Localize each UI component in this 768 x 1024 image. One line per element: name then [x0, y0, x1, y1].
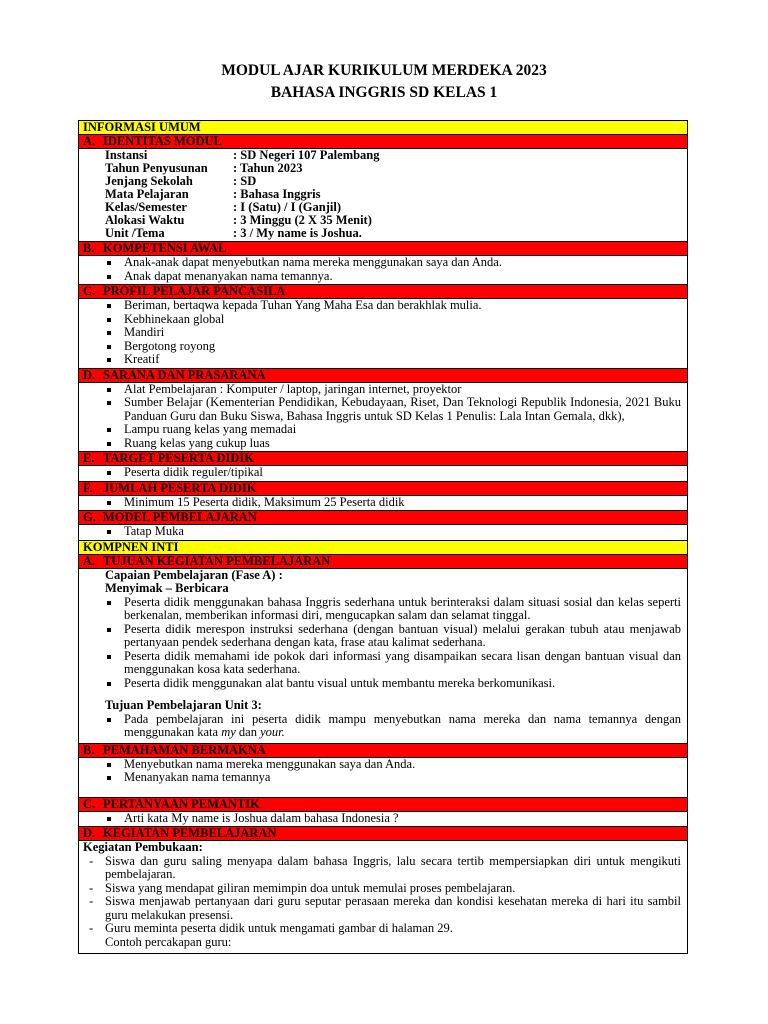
- section-letter: D.: [83, 827, 96, 840]
- list-item: Ruang kelas yang cukup luas: [105, 437, 681, 451]
- list-item: - Siswa dan guru saling menyapa dalam bahasa Inggris, lalu secara tertib mempersiapkan diri untuk mengikuti pembelajaran.: [83, 855, 681, 882]
- document-title: MODUL AJAR KURIKULUM MERDEKA 2023: [221, 62, 547, 79]
- list-item: Alat Pembelajaran : Komputer / laptop, jaringan internet, proyektor: [105, 383, 681, 397]
- section-title: TUJUAN KEGIATAN PEMBELAJARAN: [103, 554, 331, 568]
- list-item: Peserta didik merespon instruksi sederhana (dengan bantuan visual) melalui gerakan tubuh atau menjawab pertanyaan pendek sederhana dengan kata, frase atau kalimat sederhana.: [105, 623, 681, 650]
- identity-row: [105, 201, 687, 214]
- identity-key: Instansi: [105, 149, 148, 162]
- module-table: [78, 120, 688, 954]
- section-letter: C.: [83, 285, 96, 298]
- list-item: Anak-anak dapat menyebutkan nama mereka menggunakan saya dan Anda.: [105, 256, 681, 270]
- list-item: Peserta didik menggunakan bahasa Inggris sederhana untuk berinteraksi dalam situasi sosial dan kelas seperti berkenalan, memberikan informasi diri, mengucapkan salam dan selamat tinggal.: [105, 596, 681, 623]
- section-letter: F.: [83, 481, 93, 495]
- document-subtitle: BAHASA INGGRIS SD KELAS 1: [270, 84, 498, 101]
- list-item: Peserta didik menggunakan alat bantu visual untuk membantu mereka berkomunikasi.: [105, 677, 681, 691]
- list-item: Kebhinekaan global: [105, 313, 681, 327]
- section-letter: D.: [83, 368, 96, 382]
- unit-goal-title: Tujuan Pembelajaran Unit 3:: [105, 698, 262, 712]
- unit-goal-my: my: [221, 725, 236, 739]
- sarana-header: [79, 369, 687, 383]
- pertanyaan-section: [79, 812, 687, 828]
- section-letter: A.: [83, 554, 96, 568]
- section-title: PEMAHAMAN BERMAKNA: [103, 743, 266, 757]
- section-letter: C.: [83, 797, 96, 811]
- identity-row: [105, 214, 687, 227]
- list-item: - Siswa menjawab pertanyaan dari guru seputar perasaan mereka dan kondisi kesehatan mereka di hari itu sambil guru melakukan presensi.: [83, 895, 681, 922]
- model-section: [79, 525, 687, 541]
- kompetensi-header: [79, 242, 687, 256]
- identitas-section: [79, 149, 687, 242]
- unit-goal-body: Pada pembelajaran ini peserta didik mampu menyebutkan nama mereka dan nama temannya dengan menggunakan kata: [124, 711, 681, 739]
- list-item: Menanyakan nama temannya: [105, 771, 681, 785]
- identity-row: [105, 227, 687, 240]
- kegiatan-closing: Contoh percakapan guru:: [105, 934, 232, 949]
- profil-section: [79, 299, 687, 369]
- section-title: PERTANYAAN PEMANTIK: [103, 797, 260, 811]
- section-title: KOMPETENSI AWAL: [103, 242, 227, 255]
- section-title: KEGIATAN PEMBELAJARAN: [103, 827, 277, 840]
- capaian-subtitle: Menyimak – Berbicara: [105, 581, 229, 595]
- pemahaman-header: [79, 744, 687, 758]
- profil-header: [79, 285, 687, 299]
- identity-key: Alokasi Waktu: [105, 213, 185, 227]
- identity-row: [105, 175, 687, 188]
- identity-value: : I (Satu) / I (Ganjil): [233, 200, 341, 214]
- section-letter: G.: [83, 511, 96, 524]
- target-section: [79, 466, 687, 482]
- list-item: Peserta didik reguler/tipikal: [105, 466, 681, 480]
- list-item: Sumber Belajar (Kementerian Pendidikan, Kebudayaan, Riset, Dan Teknologi Republik Indonesia, 2021 Buku Panduan Guru dan Buku Siswa, Bahasa Inggris untuk SD Kelas 1 Penulis: Lala Intan Gemala, dkk),: [105, 396, 681, 423]
- section-letter: B.: [83, 242, 95, 255]
- list-item: Beriman, bertaqwa kepada Tuhan Yang Maha Esa dan berakhlak mulia.: [105, 299, 681, 313]
- list-item: - Siswa yang mendapat giliran memimpin doa untuk memulai proses pembelajaran.: [83, 882, 681, 896]
- list-item: - Guru meminta peserta didik untuk mengamati gambar di halaman 29.: [83, 922, 681, 936]
- list-item: Tatap Muka: [105, 525, 681, 539]
- section-letter: B.: [83, 743, 95, 757]
- section-title: PROFIL PELAJAR PANCASILA: [103, 285, 286, 298]
- list-item: Kreatif: [105, 353, 681, 367]
- identity-value: : SD Negeri 107 Palembang: [233, 149, 380, 162]
- unit-goal-dan: dan: [238, 725, 257, 739]
- list-item: Anak dapat menanyakan nama temannya.: [105, 270, 681, 284]
- kompetensi-section: [79, 256, 687, 285]
- jumlah-header: [79, 482, 687, 496]
- section-title: TARGET PESERTA DIDIK: [103, 452, 254, 465]
- section-letter: E.: [83, 452, 95, 465]
- komponen-inti-header: KOMPNEN INTI: [79, 541, 687, 555]
- section-letter: A.: [83, 135, 96, 148]
- kegiatan-section: [79, 841, 687, 949]
- pemahaman-section: [79, 758, 687, 798]
- tujuan-section: [79, 569, 687, 744]
- identity-key: Unit /Tema: [105, 226, 165, 240]
- section-title: JUMLAH PESERTA DIDIK: [103, 481, 257, 495]
- unit-goal-your: your.: [260, 725, 285, 739]
- list-item: Peserta didik memahami ide pokok dari informasi yang disampaikan secara lisan dengan bantuan visual dan menggunakan kosa kata sederhana.: [105, 650, 681, 677]
- target-header: [79, 452, 687, 466]
- list-item: Arti kata My name is Joshua dalam bahasa Indonesia ?: [105, 812, 681, 826]
- list-item: Lampu ruang kelas yang memadai: [105, 423, 681, 437]
- list-item: Mandiri: [105, 326, 681, 340]
- section-title: SARANA DAN PRASARANA: [103, 368, 266, 382]
- identity-key: Jenjang Sekolah: [105, 174, 193, 188]
- list-item: Minimum 15 Peserta didik, Maksimum 25 Peserta didik: [105, 496, 681, 510]
- model-header: [79, 511, 687, 525]
- identity-value: : Tahun 2023: [233, 161, 303, 175]
- unit-goal-text: [105, 713, 681, 740]
- identity-value: : 3 Minggu (2 X 35 Menit): [233, 213, 372, 227]
- capaian-title: Capaian Pembelajaran (Fase A) :: [105, 568, 283, 582]
- list-item: Menyebutkan nama mereka menggunakan saya dan Anda.: [105, 758, 681, 772]
- identitas-header: [79, 135, 687, 149]
- sarana-section: [79, 383, 687, 453]
- identity-key: Kelas/Semester: [105, 200, 187, 214]
- identity-value: : 3 / My name is Joshua.: [233, 226, 362, 240]
- identity-value: : Bahasa Inggris: [233, 187, 321, 201]
- kegiatan-intro: Kegiatan Pembukaan:: [83, 841, 203, 854]
- section-title: MODEL PEMBELAJARAN: [103, 511, 257, 524]
- jumlah-section: [79, 496, 687, 512]
- pertanyaan-header: [79, 798, 687, 812]
- tujuan-header: [79, 555, 687, 569]
- informasi-umum-header: INFORMASI UMUM: [79, 121, 687, 135]
- kegiatan-header: [79, 827, 687, 841]
- identity-row: [105, 188, 687, 201]
- identity-key: Tahun Penyusunan: [105, 161, 208, 175]
- identity-key: Mata Pelajaran: [105, 187, 189, 201]
- section-title: IDENTITAS MODUL: [103, 135, 222, 148]
- identity-value: : SD: [233, 174, 257, 188]
- list-item: Bergotong royong: [105, 340, 681, 354]
